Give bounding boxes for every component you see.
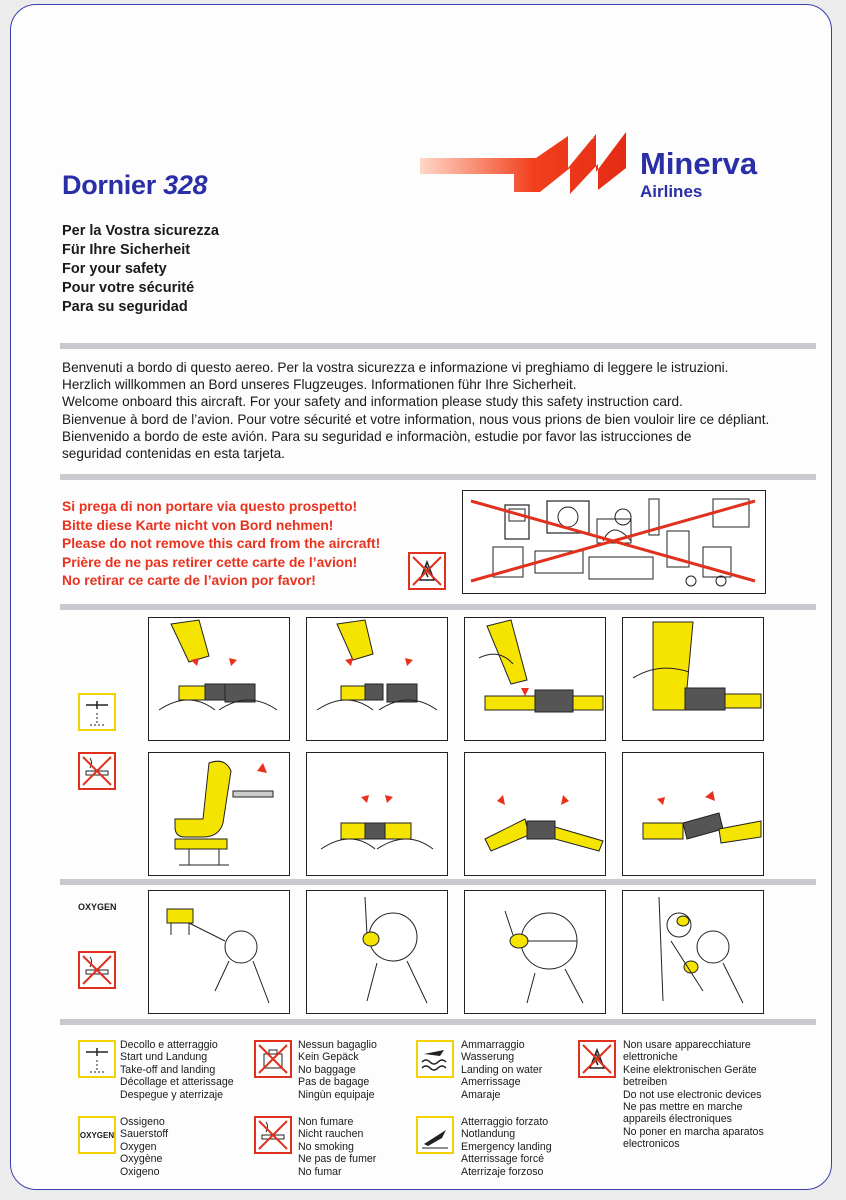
legend-line: electronicos <box>623 1138 680 1151</box>
no-smoking-icon <box>78 752 116 790</box>
oxygen-step-1 <box>148 890 290 1014</box>
legend-line: Non fumare <box>298 1116 354 1128</box>
no-smoking-icon <box>254 1116 292 1154</box>
legend-line: Amaraje <box>461 1088 501 1101</box>
legend-takeoff-landing <box>120 1039 234 1101</box>
legend-line: Kein Gepäck <box>298 1051 359 1064</box>
no-baggage-icon <box>254 1040 292 1078</box>
oxygen-step-4 <box>622 890 764 1014</box>
no-electronics-icon <box>408 552 446 590</box>
legend-emergency-landing <box>461 1116 552 1178</box>
legend-line: Decollo e atterraggio <box>120 1039 218 1051</box>
legend-line: Sauerstoff <box>120 1128 169 1141</box>
legend-line: Start und Landung <box>120 1051 208 1064</box>
water-landing-icon <box>416 1040 454 1078</box>
welcome-line: Herzlich willkommen an Bord unseres Flugzeuges. Informationen führ Ihre Sicherheit. <box>62 377 577 393</box>
seatbelt-release-step-3 <box>622 752 764 876</box>
seat-upright-step <box>148 752 290 876</box>
safety-heading-de: Für Ihre Sicherheit <box>62 242 191 258</box>
safety-heading-en: For your safety <box>62 261 167 277</box>
warning-line: No retirar ce carte de l’avion por favor! <box>62 573 316 588</box>
minerva-logo <box>418 128 630 200</box>
seatbelt-step-2 <box>306 617 448 741</box>
no-electronics-icon <box>578 1040 616 1078</box>
legend-no-electronics <box>623 1039 764 1151</box>
legend-line: appareils électroniques <box>623 1113 732 1126</box>
seatbelt-release-step-1 <box>306 752 448 876</box>
no-smoking-icon <box>78 951 116 989</box>
legend-line: Ne pas mettre en marche <box>623 1101 743 1114</box>
welcome-line: seguridad contenidas en esta tarjeta. <box>62 446 285 462</box>
welcome-line: Benvenuti a bordo di questo aereo. Per la vostra sicurezza e informazione vi preghiamo di leggere le istruzioni. <box>62 360 729 375</box>
model-prefix: Dornier <box>62 170 156 200</box>
oxygen-step-3 <box>464 890 606 1014</box>
legend-line: Ningùn equipaje <box>298 1088 375 1101</box>
safety-heading-es: Para su seguridad <box>62 299 188 315</box>
welcome-line: Welcome onboard this aircraft. For your safety and information please study this safety instruction card. <box>62 394 683 410</box>
legend-line: Ossigeno <box>120 1116 165 1128</box>
legend-line: No poner en marcha aparatos <box>623 1125 764 1138</box>
seatbelt-step-1 <box>148 617 290 741</box>
oxygen-icon: OXYGEN <box>78 1116 116 1154</box>
legend-no-baggage <box>298 1039 377 1101</box>
legend-line: betreiben <box>623 1076 668 1089</box>
seatbelt-release-step-2 <box>464 752 606 876</box>
legend-line: No fumar <box>298 1165 342 1178</box>
takeoff-landing-icon <box>78 693 116 731</box>
divider <box>60 474 816 480</box>
warning-line: Bitte diese Karte nicht von Bord nehmen! <box>62 517 334 533</box>
legend-line: Ne pas de fumer <box>298 1153 377 1166</box>
safety-heading-it: Per la Vostra sicurezza <box>62 223 219 239</box>
legend-line: Despegue y aterrizaje <box>120 1088 224 1101</box>
legend-line: Atterraggio forzato <box>461 1116 549 1128</box>
legend-line: Oxigeno <box>120 1165 160 1178</box>
legend-line: Oxygène <box>120 1153 163 1166</box>
legend-line: Pas de bagage <box>298 1076 370 1089</box>
legend-line: No baggage <box>298 1063 356 1076</box>
legend-line: Nessun bagaglio <box>298 1039 377 1051</box>
legend-line: Do not use electronic devices <box>623 1088 762 1101</box>
safety-heading-fr: Pour votre sécurité <box>62 280 195 296</box>
divider <box>60 1019 816 1025</box>
legend-line: Amerrissage <box>461 1076 521 1089</box>
welcome-line: Bienvenido a bordo de este avión. Para su seguridad e informaciòn, estudie por favor las istrucciones de <box>62 428 692 444</box>
legend-line: Emergency landing <box>461 1140 552 1153</box>
seatbelt-step-3 <box>464 617 606 741</box>
warning-line: Please do not remove this card from the aircraft! <box>62 536 381 551</box>
divider <box>60 604 816 610</box>
oxygen-step-2 <box>306 890 448 1014</box>
model-number: 328 <box>163 170 208 200</box>
no-electronic-devices-illustration <box>462 490 766 594</box>
legend-line: Aterrizaje forzoso <box>461 1165 544 1178</box>
aircraft-model-title <box>62 170 207 201</box>
legend-line: elettroniche <box>623 1051 678 1064</box>
do-not-remove-warning <box>62 498 380 591</box>
legend-line: Wasserung <box>461 1051 515 1064</box>
legend-line: Notlandung <box>461 1128 516 1141</box>
brand-subtitle: Airlines <box>640 182 703 201</box>
welcome-text <box>62 359 769 462</box>
warning-line: Si prega di non portare via questo prospetto! <box>62 499 358 514</box>
legend-line: Oxygen <box>120 1140 157 1153</box>
legend-water-landing <box>461 1039 542 1101</box>
legend-line: Take-off and landing <box>120 1063 216 1076</box>
seatbelt-step-4 <box>622 617 764 741</box>
legend-line: Nicht rauchen <box>298 1128 364 1141</box>
legend-line: Décollage et atterissage <box>120 1076 234 1089</box>
welcome-line: Bienvenue à bord de l’avion. Pour votre sécurité et votre information, nous vous prions de bien vouloir lire ce dépliant. <box>62 411 770 427</box>
legend-line: Ammarraggio <box>461 1039 525 1051</box>
safety-heading-list <box>62 222 219 317</box>
takeoff-landing-icon <box>78 1040 116 1078</box>
brand-name: Minerva <box>640 146 758 181</box>
legend-line: Landing on water <box>461 1063 543 1076</box>
legend-line: No smoking <box>298 1140 354 1153</box>
legend-no-smoking <box>298 1116 376 1178</box>
oxygen-label: OXYGEN <box>78 902 117 912</box>
divider <box>60 879 816 885</box>
emergency-landing-icon <box>416 1116 454 1154</box>
legend-line: Keine elektronischen Geräte <box>623 1063 757 1076</box>
divider <box>60 343 816 349</box>
warning-line: Prière de ne pas retirer cette carte de l’avion! <box>62 554 358 570</box>
legend-line: Atterrissage forcé <box>461 1153 545 1166</box>
legend-line: Non usare apparecchiature <box>623 1039 751 1051</box>
legend-oxygen <box>120 1116 168 1178</box>
